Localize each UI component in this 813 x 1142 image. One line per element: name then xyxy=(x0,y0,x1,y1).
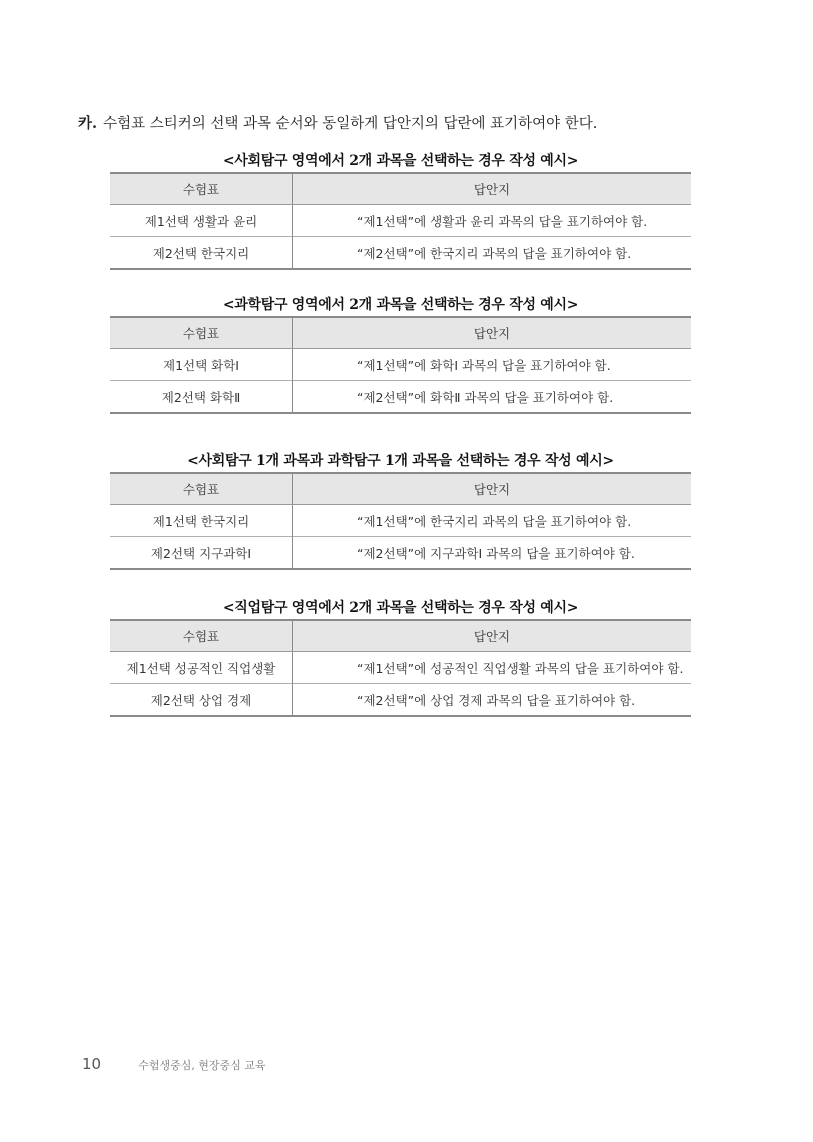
table-row xyxy=(110,505,691,537)
answer-cell: “제2선택”에 화학Ⅱ 과목의 답을 표기하여야 함. xyxy=(293,381,692,414)
example-vocational-2 xyxy=(110,597,691,717)
table-row xyxy=(110,652,691,684)
col-header-answer-sheet: 답안지 xyxy=(293,173,692,205)
example-table xyxy=(110,316,691,414)
col-header-answer-sheet: 답안지 xyxy=(293,620,692,652)
ticket-cell: 제1선택 화학Ⅰ xyxy=(163,357,239,373)
table-caption: <사회탐구 영역에서 2개 과목을 선택하는 경우 작성 예시> xyxy=(222,153,579,169)
ticket-cell: 제2선택 상업 경제 xyxy=(110,684,293,717)
answer-cell: “제1선택”에 생활과 윤리 과목의 답을 표기하여야 함. xyxy=(293,205,692,237)
table-row xyxy=(110,684,691,717)
table-row xyxy=(110,381,691,414)
col-header-answer-sheet: 답안지 xyxy=(293,317,692,349)
example-science-2 xyxy=(110,294,691,414)
answer-cell: “제1선택”에 화학Ⅰ 과목의 답을 표기하여야 함. xyxy=(293,349,692,381)
table-header-row xyxy=(110,473,691,505)
footer-slogan: 수험생중심, 현장중심 교육 xyxy=(138,1059,266,1072)
page-footer xyxy=(82,1054,266,1073)
col-header-ticket: 수험표 xyxy=(110,317,293,349)
ticket-cell: 제2선택 한국지리 xyxy=(110,237,293,270)
answer-cell: “제2선택”에 상업 경제 과목의 답을 표기하여야 함. xyxy=(293,684,692,717)
table-header-row xyxy=(110,620,691,652)
table-caption: <직업탐구 영역에서 2개 과목을 선택하는 경우 작성 예시> xyxy=(222,600,579,616)
table-header-row xyxy=(110,173,691,205)
table-caption: <사회탐구 1개 과목과 과학탐구 1개 과목을 선택하는 경우 작성 예시> xyxy=(187,453,614,469)
table-row xyxy=(110,205,691,237)
answer-cell: “제2선택”에 지구과학Ⅰ 과목의 답을 표기하여야 함. xyxy=(293,537,692,570)
ticket-cell: 제1선택 한국지리 xyxy=(152,513,250,529)
answer-cell: “제2선택”에 한국지리 과목의 답을 표기하여야 함. xyxy=(293,237,692,270)
table-row xyxy=(110,537,691,570)
ticket-cell: 제2선택 화학Ⅱ xyxy=(110,381,293,414)
answer-cell: “제1선택”에 성공적인 직업생활 과목의 답을 표기하여야 함. xyxy=(293,652,692,684)
item-marker: 카. xyxy=(78,115,98,132)
instruction-text: 수험표 스티커의 선택 과목 순서와 동일하게 답안지의 답란에 표기하여야 한다. xyxy=(103,116,598,132)
example-social-science-mixed xyxy=(110,450,691,570)
col-header-ticket: 수험표 xyxy=(110,620,293,652)
instruction-heading xyxy=(78,112,758,133)
example-table xyxy=(110,172,691,270)
table-caption: <과학탐구 영역에서 2개 과목을 선택하는 경우 작성 예시> xyxy=(222,297,579,313)
example-social-2 xyxy=(110,150,691,270)
ticket-cell: 제1선택 생활과 윤리 xyxy=(144,213,258,229)
col-header-answer-sheet: 답안지 xyxy=(293,473,692,505)
col-header-ticket: 수험표 xyxy=(110,473,293,505)
col-header-ticket: 수험표 xyxy=(110,173,293,205)
page-number: 10 xyxy=(82,1055,102,1073)
table-row xyxy=(110,349,691,381)
ticket-cell: 제1선택 성공적인 직업생활 xyxy=(126,660,276,676)
example-table xyxy=(110,619,691,717)
ticket-cell: 제2선택 지구과학Ⅰ xyxy=(110,537,293,570)
answer-cell: “제1선택”에 한국지리 과목의 답을 표기하여야 함. xyxy=(293,505,692,537)
table-row xyxy=(110,237,691,270)
table-header-row xyxy=(110,317,691,349)
example-table xyxy=(110,472,691,570)
